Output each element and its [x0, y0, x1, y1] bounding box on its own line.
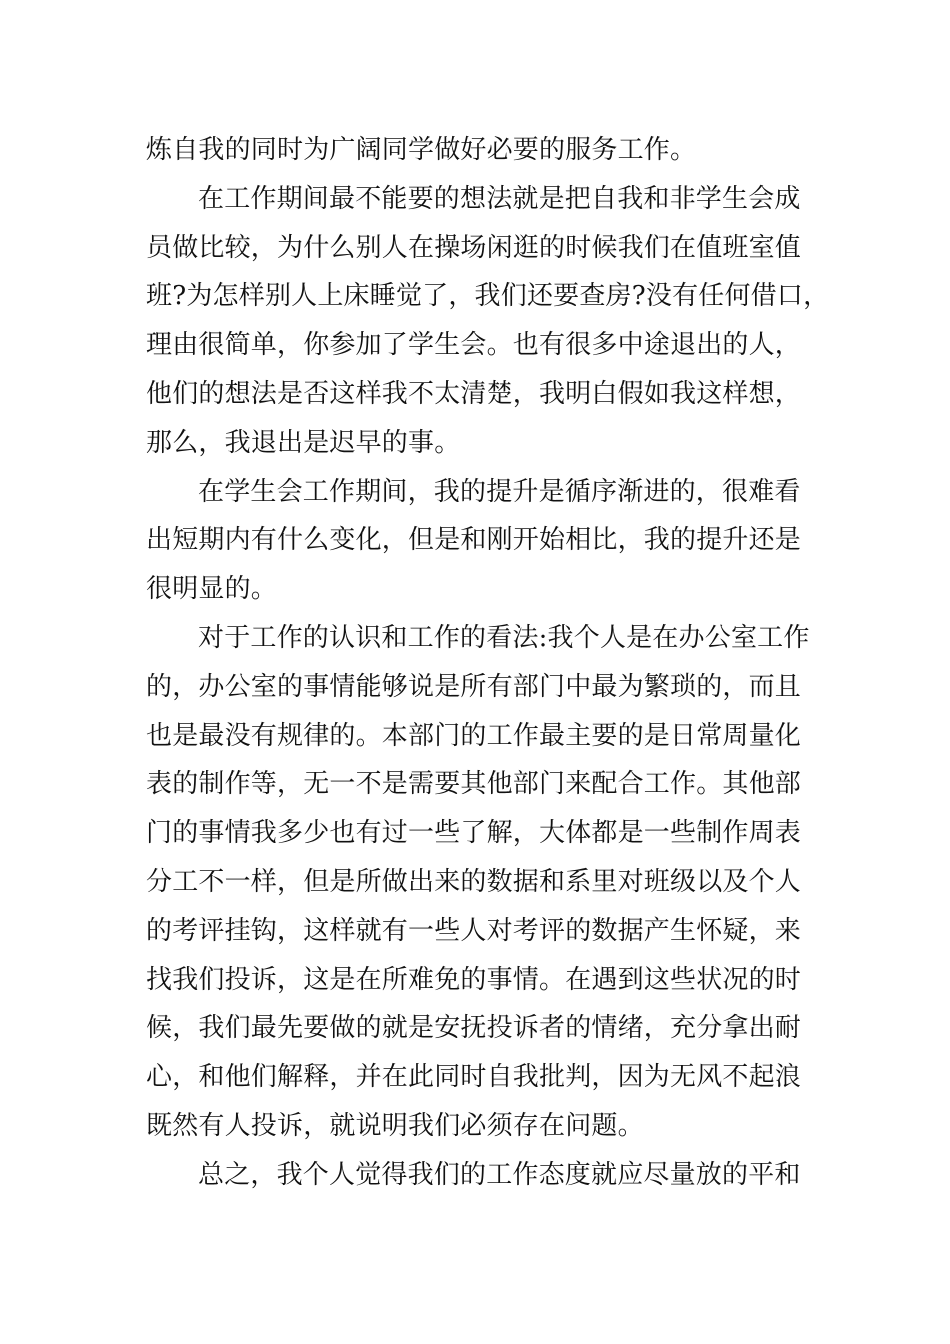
text-line: 班?为怎样别人上床睡觉了，我们还要查房?没有任何借口，: [146, 281, 830, 312]
text-line: 理由很简单，你参加了学生会。也有很多中途退出的人，: [146, 330, 802, 361]
paragraph-first-line: 在学生会工作期间，我的提升是循序渐进的，很难看: [198, 476, 801, 507]
paragraph-first-line: 在工作期间最不能要的想法就是把自我和非学生会成: [198, 183, 801, 214]
text-line: 也是最没有规律的。本部门的工作最主要的是日常周量化: [146, 720, 802, 751]
text-line: 候，我们最先要做的就是安抚投诉者的情绪，充分拿出耐: [146, 1013, 802, 1044]
text-line: 出短期内有什么变化，但是和刚开始相比，我的提升还是: [146, 525, 802, 556]
text-line: 找我们投诉，这是在所难免的事情。在遇到这些状况的时: [146, 964, 802, 995]
text-line: 炼自我的同时为广阔同学做好必要的服务工作。: [146, 135, 697, 165]
paragraph-first-line: 对于工作的认识和工作的看法:我个人是在办公室工作: [198, 622, 810, 653]
text-line: 的，办公室的事情能够说是所有部门中最为繁琐的，而且: [146, 671, 802, 702]
text-line: 分工不一样，但是所做出来的数据和系里对班级以及个人: [146, 866, 802, 897]
text-line: 表的制作等，无一不是需要其他部门来配合工作。其他部: [146, 769, 802, 800]
paragraph-first-line: 总之，我个人觉得我们的工作态度就应尽量放的平和: [198, 1159, 801, 1190]
text-line: 员做比较，为什么别人在操场闲逛的时候我们在值班室值: [146, 232, 802, 263]
text-line: 既然有人投诉，就说明我们必须存在问题。: [146, 1110, 644, 1141]
document-body: [146, 126, 830, 1200]
text-line: 门的事情我多少也有过一些了解，大体都是一些制作周表: [146, 818, 802, 849]
text-line: 他们的想法是否这样我不太清楚，我明白假如我这样想，: [146, 378, 802, 409]
text-line: 很明显的。: [146, 574, 278, 605]
text-line: 心，和他们解释，并在此同时自我批判，因为无风不起浪: [146, 1062, 802, 1093]
text-line: 的考评挂钩，这样就有一些人对考评的数据产生怀疑，来: [146, 915, 802, 946]
text-line: 那么，我退出是迟早的事。: [146, 427, 461, 458]
